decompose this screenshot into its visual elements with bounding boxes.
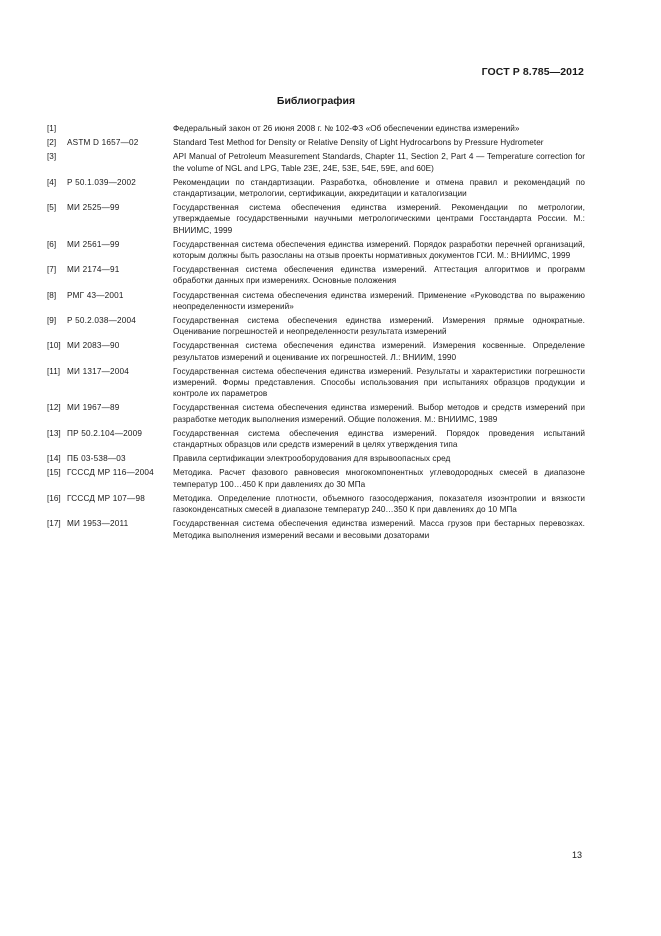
entry-number: [16] [47, 493, 61, 503]
entry-number: [2] [47, 138, 57, 148]
entry-number: [7] [47, 265, 57, 275]
entry-code: МИ 2561—99 [67, 239, 120, 249]
entry-number: [17] [47, 519, 61, 529]
bibliography-entry [47, 290, 585, 312]
bibliography-title: Библиография [276, 95, 356, 107]
bibliography-entry [47, 137, 585, 148]
entry-number: [6] [47, 239, 57, 249]
bibliography-entry [47, 177, 585, 199]
bibliography-entry [47, 264, 585, 286]
entry-text: Рекомендации по стандартизации. Разработка, обновление и отмена правил и рекомендаций по стандартизации, метрологии, сертификации, аккредитации и каталогизации [173, 177, 585, 199]
entry-number: [1] [47, 124, 57, 133]
entry-code: ГСССД МР 116—2004 [67, 468, 154, 478]
page-number: 13 [571, 850, 582, 860]
entry-code: МИ 1953—2011 [67, 519, 129, 529]
entry-text: Государственная система обеспечения единства измерений. Результаты и характеристики погрешности измерений. Формы представления. Способы использования при испытаниях образцов продукции и контроле их параметров [173, 366, 585, 399]
bibliography-entry [47, 123, 585, 134]
entry-text: API Manual of Petroleum Measurement Standards, Chapter 11, Section 2, Part 4 — Temperature correction for the volume of NGL and LPG, Table 23E, 24E, 53E, 54E, 59E, and 60E) [173, 152, 585, 173]
bibliography-entry [47, 453, 585, 464]
bibliography-entry [47, 315, 585, 337]
entry-code: ГСССД МР 107—98 [67, 493, 145, 503]
bibliography-entry [47, 366, 585, 400]
entry-code: РМГ 43—2001 [67, 290, 124, 300]
entry-number: [12] [47, 403, 61, 413]
entry-text: Государственная система обеспечения единства измерений. Порядок проведения испытаний стандартных образцов или средств измерений в целях утверждения типа [173, 428, 585, 450]
entry-number: [4] [47, 177, 57, 187]
entry-code: МИ 1317—2004 [67, 366, 129, 376]
entry-text: Государственная система обеспечения единства измерений. Измерения косвенные. Определение результатов измерений и оценивание их погрешностей. Л.: ВНИИМ, 1990 [173, 341, 585, 362]
entry-text: Государственная система обеспечения единства измерений. Рекомендации по метрологии, утверждаемые государственными научными метрологическими центрами Госстандарта России. М.: ВНИИМС, 1999 [173, 203, 585, 235]
bibliography-entry [47, 518, 585, 540]
entry-number: [10] [47, 341, 61, 351]
entry-code: ПБ 03-538—03 [67, 454, 126, 464]
entry-text: Государственная система обеспечения единства измерений. Измерения прямые однократные. Оценивание погрешностей и неопределенности результата измерений [173, 316, 585, 337]
entry-text: Государственная система обеспечения единства измерений. Масса грузов при бестарных перевозках. Методика выполнения измерений весами и весовыми дозаторами [173, 519, 585, 540]
entry-number: [15] [47, 468, 61, 478]
bibliography-entry [47, 202, 585, 236]
entry-number: [9] [47, 316, 57, 326]
bibliography-entry [47, 239, 585, 261]
entry-number: [11] [47, 366, 61, 376]
entry-text: Государственная система обеспечения единства измерений. Выбор методов и средств измерений при разработке методик выполнения измерений. Общие положения. М.: ВНИИМС, 1989 [173, 403, 585, 424]
entry-text: Методика. Определение плотности, объемного газосодержания, показателя изоэнтропии и вязкости газоконденсатных смесей в диапазоне температур 240…350 К при давлениях до 10 МПа [173, 493, 585, 515]
entry-number: [5] [47, 203, 57, 213]
entry-text: Правила сертификации электрооборудования для взрывоопасных сред [173, 454, 451, 464]
entry-code: ASTM D 1657—02 [67, 138, 139, 148]
entry-code: МИ 2525—99 [67, 203, 120, 213]
entry-code: МИ 1967—89 [67, 403, 120, 413]
entry-code: МИ 2083—90 [67, 341, 120, 351]
bibliography-entry [47, 467, 585, 489]
entry-code: ПР 50.2.104—2009 [67, 428, 143, 438]
entry-text: Государственная система обеспечения единства измерений. Аттестация алгоритмов и программ обработки данных при измерениях. Основные положения [173, 265, 585, 286]
bibliography-entry [47, 402, 585, 424]
entry-number: [3] [47, 152, 57, 162]
bibliography-list [47, 123, 585, 544]
page-header-standard: ГОСТ Р 8.785—2012 [481, 66, 584, 78]
entry-number: [14] [47, 454, 61, 464]
entry-number: [8] [47, 290, 57, 300]
entry-code: МИ 2174—91 [67, 265, 120, 275]
entry-text: Государственная система обеспечения единства измерений. Порядок разработки перечней организаций, которым должны быть разосланы на отзыв проекты нормативных документов ГСИ. М.: ВНИИМС, 1999 [173, 239, 585, 261]
bibliography-entry [47, 151, 585, 173]
entry-code: Р 50.2.038—2004 [67, 316, 137, 326]
entry-number: [13] [47, 428, 61, 438]
bibliography-entry [47, 340, 585, 362]
entry-code: Р 50.1.039—2002 [67, 177, 137, 187]
entry-text: Федеральный закон от 26 июня 2008 г. № 102-ФЗ «Об обеспечении единства измерений» [173, 124, 520, 133]
entry-text: Государственная система обеспечения единства измерений. Применение «Руководства по выражению неопределенности измерений» [173, 290, 585, 311]
entry-text: Методика. Расчет фазового равновесия многокомпонентных углеводородных смесей в диапазоне температур 100…450 К при давлениях до 30 МПа [173, 468, 585, 489]
bibliography-entry [47, 493, 585, 515]
entry-text: Standard Test Method for Density or Relative Density of Light Hydrocarbons by Pressure Hydrometer [173, 138, 544, 148]
bibliography-entry [47, 428, 585, 450]
